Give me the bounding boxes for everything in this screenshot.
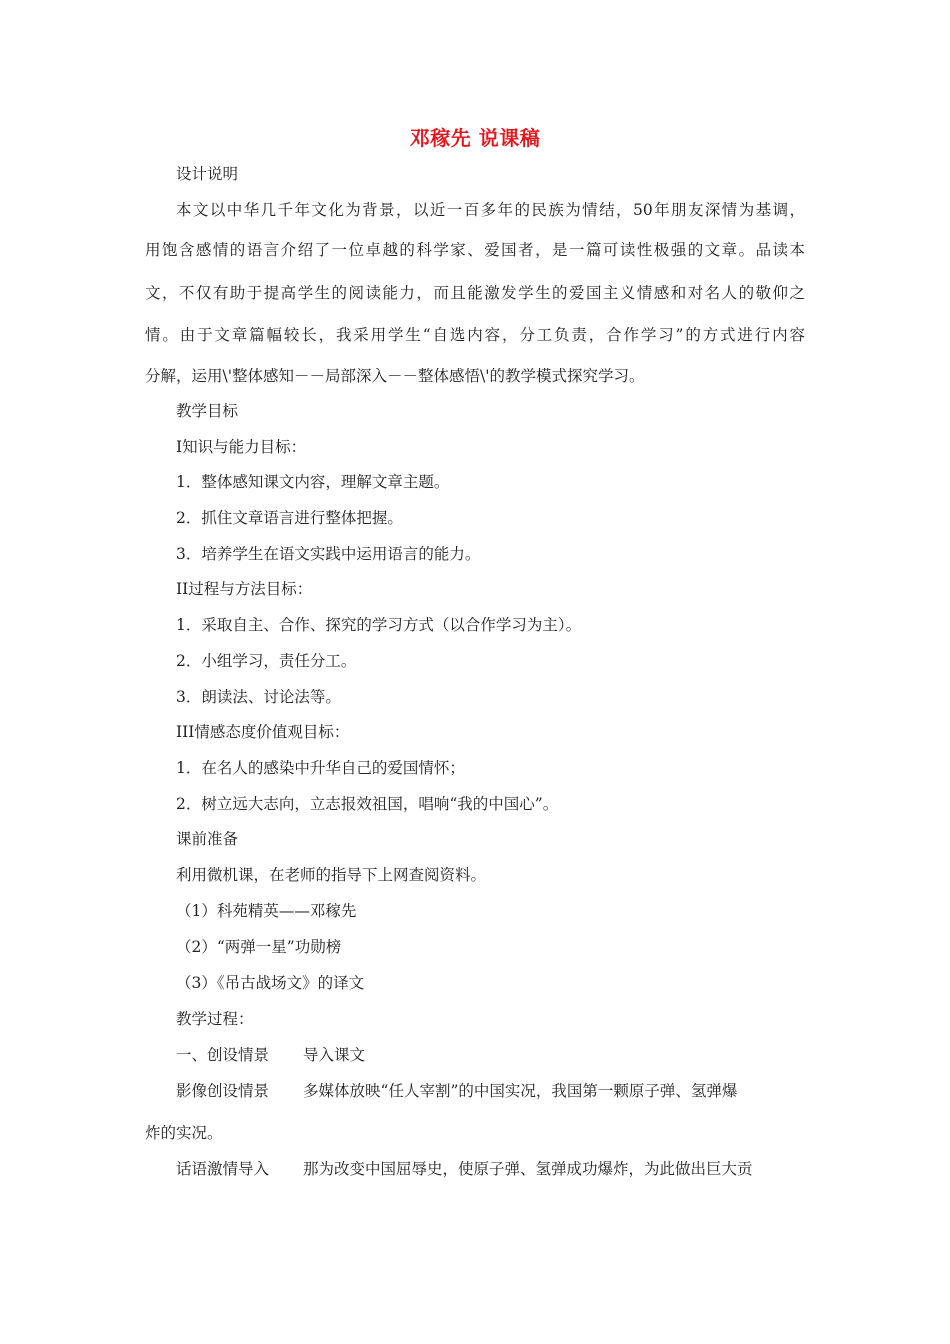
video-label: 影像创设情景 <box>176 1082 270 1100</box>
prep-intro: 利用微机课，在老师的指导下上网查阅资料。 <box>176 866 487 884</box>
goal2-heading: II过程与方法目标： <box>176 580 313 598</box>
video-text-continued: 炸的实况。 <box>145 1124 223 1142</box>
goal1-item: 3．培养学生在语文实践中运用语言的能力。 <box>176 545 481 563</box>
goal3-item: 2．树立远大志向，立志报效祖国，唱响“我的中国心”。 <box>176 795 559 813</box>
goal2-item: 3．朗读法、讨论法等。 <box>176 688 341 706</box>
video-line <box>176 1081 737 1101</box>
process-heading: 教学过程： <box>176 1010 254 1028</box>
step1-heading <box>176 1045 365 1065</box>
goal1-heading: I知识与能力目标： <box>176 438 307 456</box>
paragraph-line: 用饱含感情的语言介绍了一位卓越的科学家、爱国者，是一篇可读性极强的文章。品读本 <box>145 241 805 259</box>
goal1-item: 2．抓住文章语言进行整体把握。 <box>176 509 403 527</box>
paragraph-line: 文，不仅有助于提高学生的阅读能力，而且能激发学生的爱国主义情感和对名人的敬仰之 <box>145 284 805 302</box>
prep-heading: 课前准备 <box>176 830 239 848</box>
speech-text: 那为改变中国屈辱史，使原子弹、氢弹成功爆炸，为此做出巨大贡 <box>303 1160 753 1178</box>
prep-item: （1）科苑精英——邓稼先 <box>176 902 357 920</box>
goal3-heading: III情感态度价值观目标： <box>176 723 350 741</box>
page-title: 邓稼先 说课稿 <box>409 126 541 150</box>
paragraph-line: 情。由于文章篇幅较长，我采用学生“自选内容，分工负责，合作学习”的方式进行内容 <box>145 326 805 344</box>
video-text: 多媒体放映“任人宰割”的中国实况，我国第一颗原子弹、氢弹爆 <box>303 1082 738 1100</box>
step1-title: 一、创设情景 <box>176 1046 270 1064</box>
goal2-item: 1．采取自主、合作、探究的学习方式（以合作学习为主）。 <box>176 616 582 634</box>
design-heading: 设计说明 <box>176 165 239 183</box>
step1-subtitle: 导入课文 <box>303 1046 366 1064</box>
goal2-item: 2．小组学习，责任分工。 <box>176 652 357 670</box>
goals-heading: 教学目标 <box>176 402 239 420</box>
prep-item: （3）《吊古战场文》的译文 <box>176 974 365 992</box>
paragraph-line: 本文以中华几千年文化为背景，以近一百多年的民族为情结，50年朋友深情为基调， <box>176 201 805 219</box>
speech-label: 话语激情导入 <box>176 1160 270 1178</box>
goal3-item: 1．在名人的感染中升华自己的爱国情怀； <box>176 759 465 777</box>
speech-line <box>176 1159 753 1179</box>
goal1-item: 1．整体感知课文内容，理解文章主题。 <box>176 473 450 491</box>
paragraph-line: 分解，运用\'整体感知－－局部深入－－整体感悟\'的教学模式探究学习。 <box>145 367 645 385</box>
prep-item: （2）“两弹一星”功勋榜 <box>176 938 342 956</box>
